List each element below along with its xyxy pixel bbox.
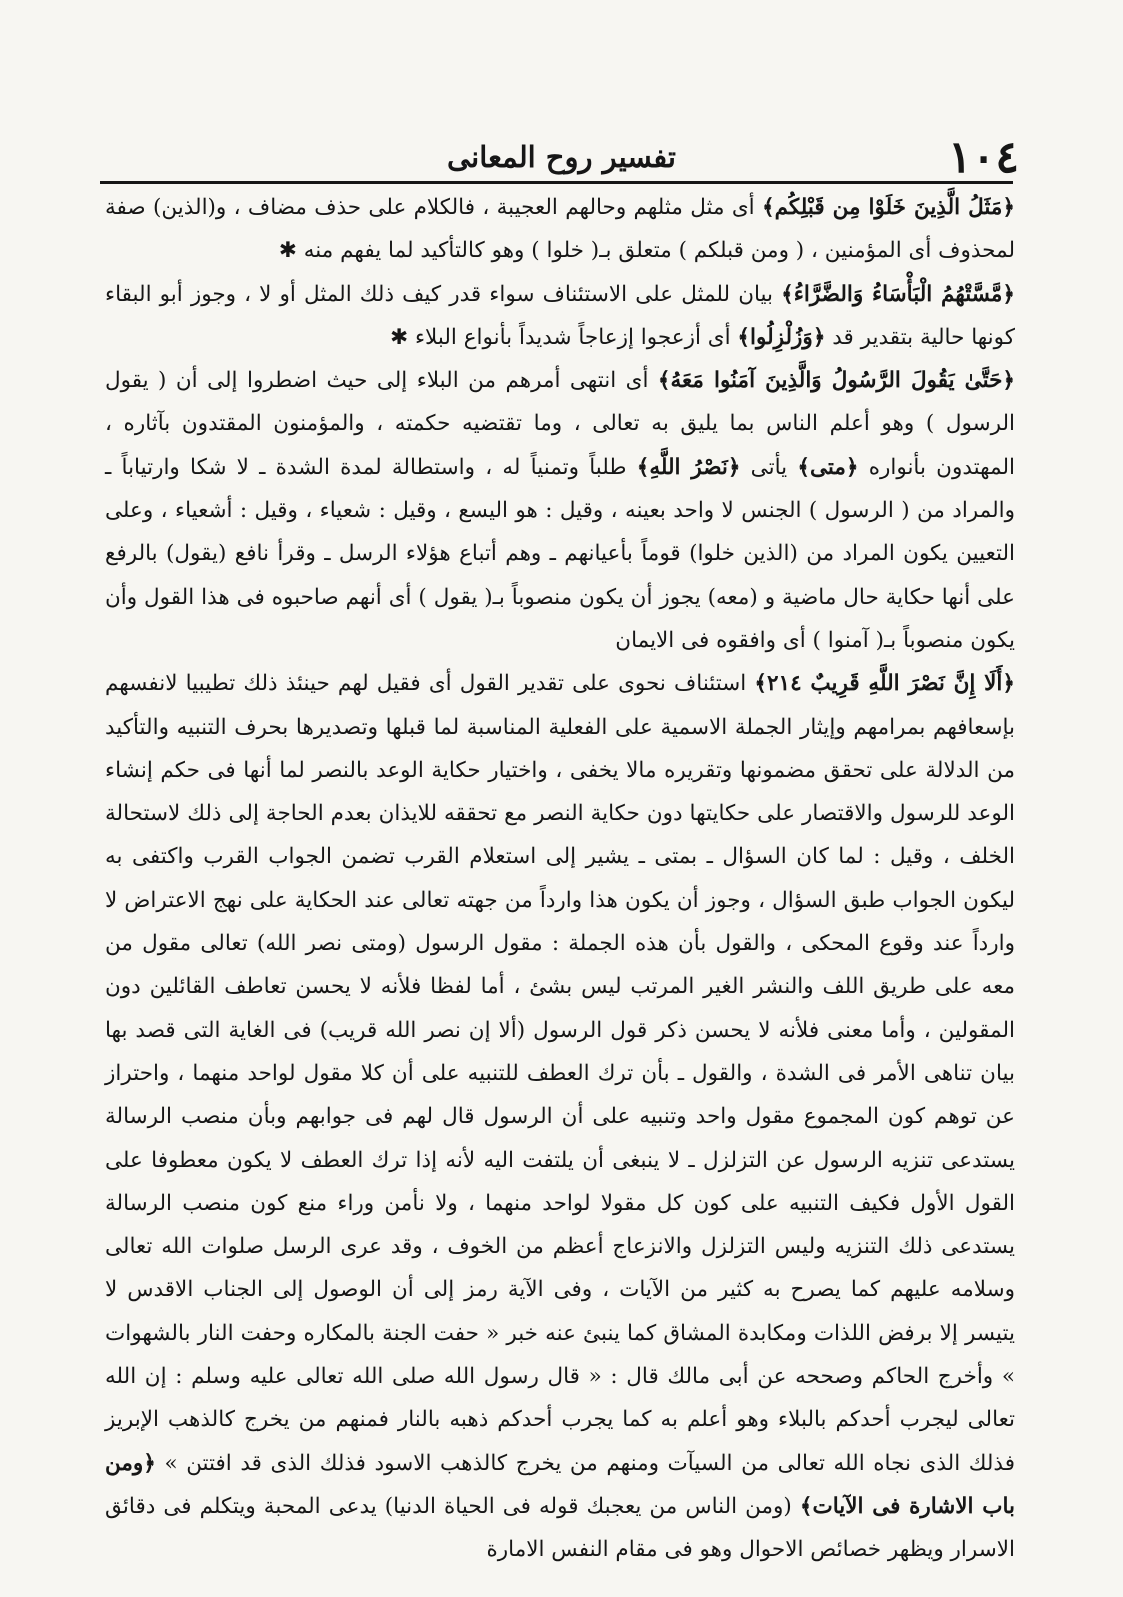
page-number: ١٠٤ bbox=[948, 132, 1019, 183]
commentary-text: أى أزعجوا إزعاجاً شديداً بأنواع البلاء ✱ bbox=[390, 324, 738, 350]
tafsir-body bbox=[105, 186, 1015, 1572]
quran-verse: نَصْرُ اللَّهِ bbox=[649, 454, 728, 480]
commentary-text: أى انتهى أمرهم من البلاء إلى حيث اضطروا إلى أن ( يقول الرسول ) وهو أعلم الناس بما يليق به تعالى ، وما تقتضيه حكمته ، والمؤمنون المقتدون بآثاره ، المهتدون بأنواره bbox=[105, 368, 1015, 480]
page-header bbox=[100, 128, 1023, 183]
commentary-text: طلباً وتمنياً له ، واستطالة لمدة الشدة ـ لا شكا وارتياباً ـ والمراد من ( الرسول ) الجنس لا واحد بعينه ، وقيل : هو اليسع ، وقيل : شعياء ، وقيل : أشعياء ، وعلى التعيين يكون المراد من (الذين خلوا) قوماً بأعيانهم ـ وهم أتباع هؤلاء الرسل ـ وقرأ نافع (يقول) بالرفع على أنها حكاية حال ماضية و (معه) يجوز أن يكون منصوباً بـ( يقول ) أى أنهم صاحبوه فى هذا القول وأن يكون منصوباً بـ( آمنوا ) أى وافقوه فى الايمان bbox=[105, 454, 1015, 653]
quran-verse: وَزُلْزِلُوا bbox=[750, 324, 813, 350]
quran-verse: حَتَّىٰ يَقُولَ الرَّسُولُ وَالَّذِينَ آمَنُوا مَعَهُ bbox=[670, 368, 1003, 394]
running-title: تفسير روح المعانى bbox=[446, 140, 676, 174]
commentary-text: يأتى bbox=[740, 454, 798, 480]
quran-verse: مَّسَّتْهُمُ الْبَأْسَاءُ وَالضَّرَّاءُ bbox=[793, 281, 1003, 307]
commentary-text: (ومن الناس من يعجبك قوله فى الحياة الدنيا) يدعى المحبة ويتكلم فى دقائق الاسرار ويظهر خصائص الاحوال وهو فى مقام النفس الامارة bbox=[105, 1493, 1015, 1563]
commentary-text: أى مثل مثلهم وحالهم العجيبة ، فالكلام على حذف مضاف ، و(الذين) صفة لمحذوف أى المؤمنين ، ( ومن قبلكم ) متعلق بـ( خلوا ) وهو كالتأكيد لما يفهم منه ✱ bbox=[105, 195, 1015, 264]
paragraph-4: ﴿أَلَا إِنَّ نَصْرَ اللَّهِ قَرِيبٌ ٢١٤﴾ استئناف نحوى على تقدير القول أى فقيل لهم حينئذ ذلك تطيبيا لانفسهم بإسعافهم بمرامهم وإيثار الجملة الاسمية على الفعلية المناسبة لما قبلها وتصديرها بحرف التنبيه والتأكيد من الدلالة على تحقق مضمونها وتقريره مالا يخفى ، واختيار حكاية الوعد بالنصر لما أنها فى حكم إنشاء الوعد للرسول والاقتصار على حكايتها دون حكاية النصر مع تحققه للايذان بعدم الحاجة إلى ذلك لاستحالة الخلف ، وقيل : لما كان السؤال ـ بمتى ـ يشير إلى استعلام القرب تضمن الجواب القرب واكتفى به ليكون الجواب طبق السؤال ، وجوز أن يكون هذا وارداً من جهته تعالى عند الحكاية على نهج الاعتراض لا وارداً عند وقوع المحكى ، والقول بأن هذه الجملة : مقول الرسول (ومتى نصر الله) تعالى مقول من معه على طريق اللف والنشر الغير المرتب ليس بشئ ، أما لفظا فلأنه لا يحسن تعاطف القائلين دون المقولين ، وأما معنى فلأنه لا يحسن ذكر قول الرسول (ألا إن نصر الله قريب) فى الغاية التى قصد بها بيان تناهى الأمر فى الشدة ، والقول ـ بأن ترك العطف للتنبيه على أن كلا مقول لواحد منهما ، واحتراز عن توهم كون المجموع مقول واحد وتنبيه على أن الرسول قال لهم فى جوابهم وبأن منصب الرسالة يستدعى تنزيه الرسول عن التزلزل ـ لا ينبغى أن يلتفت اليه لأنه إذا ترك العطف لا يكون معطوفا على القول الأول فكيف التنبيه على كون كل مقولا لواحد منهما ، ولا نأمن وراء منع كون منصب الرسالة يستدعى ذلك التنزيه وليس التزلزل والانزعاج أعظم من الخوف ، وقد عرى الرسل صلوات الله تعالى وسلامه عليهم كما يصرح به كثير من الآيات ، وفى الآية رمز إلى أن الوصول إلى الجناب الاقدس لا يتيسر إلا برفض اللذات ومكابدة المشاق كما ينبئ عنه خبر « حفت الجنة بالمكاره وحفت النار بالشهوات » وأخرج الحاكم وصححه عن أبى مالك قال : « قال رسول الله صلى الله تعالى عليه وسلم : إن الله تعالى ليجرب أحدكم بالبلاء وهو أعلم به كما يجرب أحدكم ذهبه بالنار فمنهم من يخرج كالذهب الإبريز فذلك الذى نجاه الله تعالى من السيآت ومنهم من يخرج كالذهب الاسود فذلك الذى قد افتتن » ﴿ومن باب الاشارة فى الآيات﴾ (ومن الناس من يعجبك قوله فى الحياة الدنيا) يدعى المحبة ويتكلم فى دقائق الاسرار ويظهر خصائص الاحوال وهو فى مقام النفس الامارة bbox=[105, 671, 1015, 1563]
quran-verse: متى bbox=[809, 454, 846, 480]
quran-verse: أَلَا إِنَّ نَصْرَ اللَّهِ قَرِيبٌ ٢١٤ bbox=[767, 671, 1003, 697]
commentary-text: بيان للمثل على الاستئناف سواء قدر كيف ذلك المثل أو لا ، وجوز أبو البقاء كونها حالية بتقدير قد bbox=[105, 281, 1015, 350]
paragraph-1: ﴿مَثَلُ الَّذِينَ خَلَوْا مِن قَبْلِكُم﴾ أى مثل مثلهم وحالهم العجيبة ، فالكلام على حذف مضاف ، و(الذين) صفة لمحذوف أى المؤمنين ، ( ومن قبلكم ) متعلق بـ( خلوا ) وهو كالتأكيد لما يفهم منه ✱ bbox=[105, 195, 1015, 264]
section-heading: ومن باب الاشارة فى الآيات bbox=[105, 1450, 1015, 1519]
quran-verse: مَثَلُ الَّذِينَ خَلَوْا مِن قَبْلِكُم bbox=[774, 195, 1003, 220]
commentary-text: استئناف نحوى على تقدير القول أى فقيل لهم حينئذ ذلك تطيبيا لانفسهم بإسعافهم بمرامهم وإيثار الجملة الاسمية على الفعلية المناسبة لما قبلها وتصديرها بحرف التنبيه والتأكيد من الدلالة على تحقق مضمونها وتقريره مالا يخفى ، واختيار حكاية الوعد بالنصر لما أنها فى حكم إنشاء الوعد للرسول والاقتصار على حكايتها دون حكاية النصر مع تحققه للايذان بعدم الحاجة إلى ذلك لاستحالة الخلف ، وقيل : لما كان السؤال ـ بمتى ـ يشير إلى استعلام القرب تضمن الجواب القرب واكتفى به ليكون الجواب طبق السؤال ، وجوز أن يكون هذا وارداً من جهته تعالى عند الحكاية على نهج الاعتراض لا وارداً عند وقوع المحكى ، والقول بأن هذه الجملة : مقول الرسول (ومتى نصر الله) تعالى مقول من معه على طريق اللف والنشر الغير المرتب ليس بشئ ، أما لفظا فلأنه لا يحسن تعاطف القائلين دون المقولين ، وأما معنى فلأنه لا يحسن ذكر قول الرسول (ألا إن نصر الله قريب) فى الغاية التى قصد بها بيان تناهى الأمر فى الشدة ، والقول ـ بأن ترك العطف للتنبيه على أن كلا مقول لواحد منهما ، واحتراز عن توهم كون المجموع مقول واحد وتنبيه على أن الرسول قال لهم فى جوابهم وبأن منصب الرسالة يستدعى تنزيه الرسول عن التزلزل ـ لا ينبغى أن يلتفت اليه لأنه إذا ترك العطف لا يكون معطوفا على القول الأول فكيف التنبيه على كون كل مقولا لواحد منهما ، ولا نأمن وراء منع كون منصب الرسالة يستدعى ذلك التنزيه وليس التزلزل والانزعاج أعظم من الخوف ، وقد عرى الرسل صلوات الله تعالى وسلامه عليهم كما يصرح به كثير من الآيات ، وفى الآية رمز إلى أن الوصول إلى الجناب الاقدس لا يتيسر إلا برفض اللذات ومكابدة المشاق كما ينبئ عنه خبر « حفت الجنة بالمكاره وحفت النار بالشهوات » وأخرج الحاكم وصححه عن أبى مالك قال : « قال رسول الله صلى الله تعالى عليه وسلم : إن الله تعالى ليجرب أحدكم بالبلاء وهو أعلم به كما يجرب أحدكم ذهبه بالنار فمنهم من يخرج كالذهب الإبريز فذلك الذى نجاه الله تعالى من السيآت ومنهم من يخرج كالذهب الاسود فذلك الذى قد افتتن » bbox=[105, 671, 1015, 1476]
paragraph-2: ﴿مَّسَّتْهُمُ الْبَأْسَاءُ وَالضَّرَّاءُ﴾ بيان للمثل على الاستئناف سواء قدر كيف ذلك المثل أو لا ، وجوز أبو البقاء كونها حالية بتقدير قد ﴿وَزُلْزِلُوا﴾ أى أزعجوا إزعاجاً شديداً بأنواع البلاء ✱ bbox=[105, 281, 1015, 350]
header-rule bbox=[100, 181, 1013, 184]
paragraph-3: ﴿حَتَّىٰ يَقُولَ الرَّسُولُ وَالَّذِينَ آمَنُوا مَعَهُ﴾ أى انتهى أمرهم من البلاء إلى حيث اضطروا إلى أن ( يقول الرسول ) وهو أعلم الناس بما يليق به تعالى ، وما تقتضيه حكمته ، والمؤمنون المقتدون بآثاره ، المهتدون بأنواره ﴿متى﴾ يأتى ﴿نَصْرُ اللَّهِ﴾ طلباً وتمنياً له ، واستطالة لمدة الشدة ـ لا شكا وارتياباً ـ والمراد من ( الرسول ) الجنس لا واحد بعينه ، وقيل : هو اليسع ، وقيل : شعياء ، وقيل : أشعياء ، وعلى التعيين يكون المراد من (الذين خلوا) قوماً بأعيانهم ـ وهم أتباع هؤلاء الرسل ـ وقرأ نافع (يقول) بالرفع على أنها حكاية حال ماضية و (معه) يجوز أن يكون منصوباً بـ( يقول ) أى أنهم صاحبوه فى هذا القول وأن يكون منصوباً بـ( آمنوا ) أى وافقوه فى الايمان bbox=[105, 368, 1015, 653]
